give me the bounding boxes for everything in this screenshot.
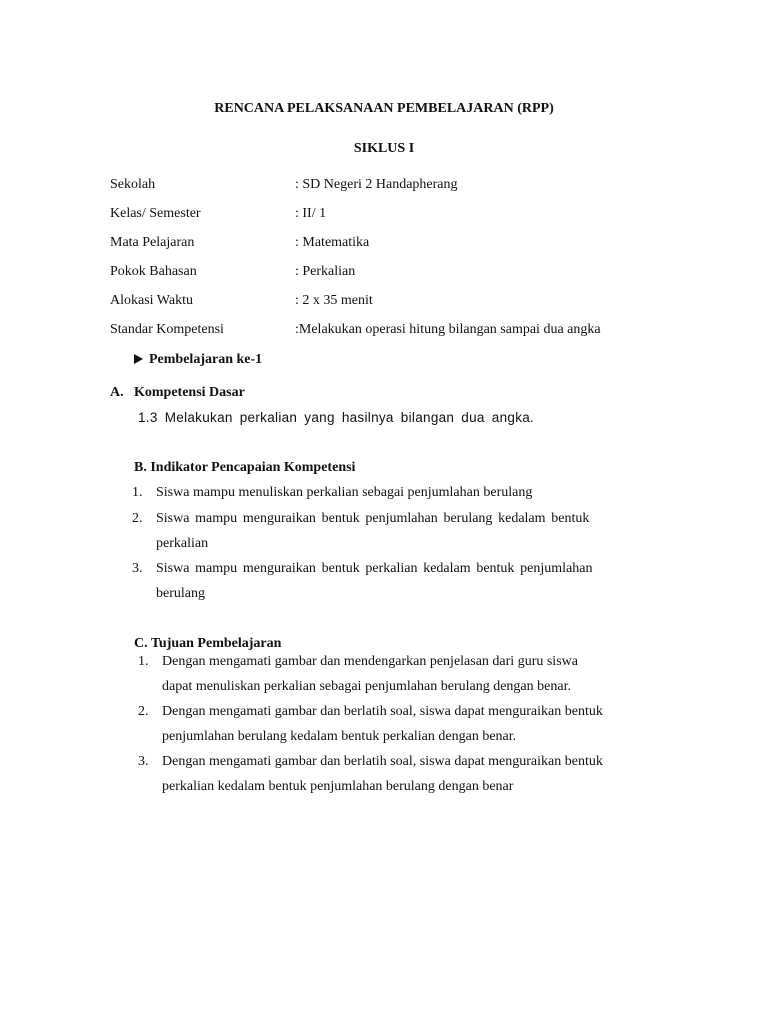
- section-a-text: 1.3 Melakukan perkalian yang hasilnya bilangan dua angka.: [138, 410, 535, 425]
- identity-value-time: : 2 x 35 menit: [295, 293, 373, 308]
- cycle-title: SIKLUS I: [353, 141, 415, 156]
- objective-text-continued: penjumlahan berulang kedalam bentuk perkalian dengan benar.: [162, 729, 517, 744]
- identity-value-class: : II/ 1: [295, 206, 327, 221]
- indicator-text-continued: perkalian: [156, 536, 209, 551]
- objective-text: Dengan mengamati gambar dan berlatih soal, siswa dapat menguraikan bentuk: [162, 754, 603, 769]
- identity-label-subject: Mata Pelajaran: [110, 235, 195, 250]
- indicator-text: Siswa mampu menuliskan perkalian sebagai penjumlahan berulang: [156, 485, 533, 500]
- meeting-label: Pembelajaran ke-1: [149, 352, 263, 367]
- objective-number: 1.: [138, 654, 149, 669]
- identity-label-topic: Pokok Bahasan: [110, 264, 197, 279]
- objective-text-continued: perkalian kedalam bentuk penjumlahan berulang dengan benar: [162, 779, 514, 794]
- identity-label-school: Sekolah: [110, 177, 156, 192]
- objective-number: 3.: [138, 754, 149, 769]
- indicator-number: 2.: [132, 511, 143, 526]
- section-a-marker: A.: [110, 385, 124, 400]
- indicator-number: 1.: [132, 485, 143, 500]
- indicator-number: 3.: [132, 561, 143, 576]
- section-b-heading: B. Indikator Pencapaian Kompetensi: [134, 460, 356, 475]
- section-c-heading: C. Tujuan Pembelajaran: [134, 636, 282, 651]
- section-a-heading: Kompetensi Dasar: [134, 385, 245, 400]
- arrow-bullet-icon: [134, 354, 143, 364]
- document-title: RENCANA PELAKSANAAN PEMBELAJARAN (RPP): [214, 101, 554, 116]
- objective-text: Dengan mengamati gambar dan berlatih soal, siswa dapat menguraikan bentuk: [162, 704, 603, 719]
- identity-value-school: : SD Negeri 2 Handapherang: [295, 177, 458, 192]
- objective-number: 2.: [138, 704, 149, 719]
- identity-label-time: Alokasi Waktu: [110, 293, 193, 308]
- objective-text: Dengan mengamati gambar dan mendengarkan penjelasan dari guru siswa: [162, 654, 578, 669]
- indicator-text: Siswa mampu menguraikan bentuk penjumlahan berulang kedalam bentuk: [156, 511, 590, 526]
- identity-value-standard: :Melakukan operasi hitung bilangan sampai dua angka: [295, 322, 601, 337]
- objective-text-continued: dapat menuliskan perkalian sebagai penjumlahan berulang dengan benar.: [162, 679, 571, 694]
- identity-label-standard: Standar Kompetensi: [110, 322, 224, 337]
- identity-label-class: Kelas/ Semester: [110, 206, 201, 221]
- meeting-heading: [134, 352, 262, 368]
- identity-value-topic: : Perkalian: [295, 264, 356, 279]
- indicator-text-continued: berulang: [156, 586, 205, 601]
- identity-value-subject: : Matematika: [295, 235, 370, 250]
- indicator-text: Siswa mampu menguraikan bentuk perkalian kedalam bentuk penjumlahan: [156, 561, 593, 576]
